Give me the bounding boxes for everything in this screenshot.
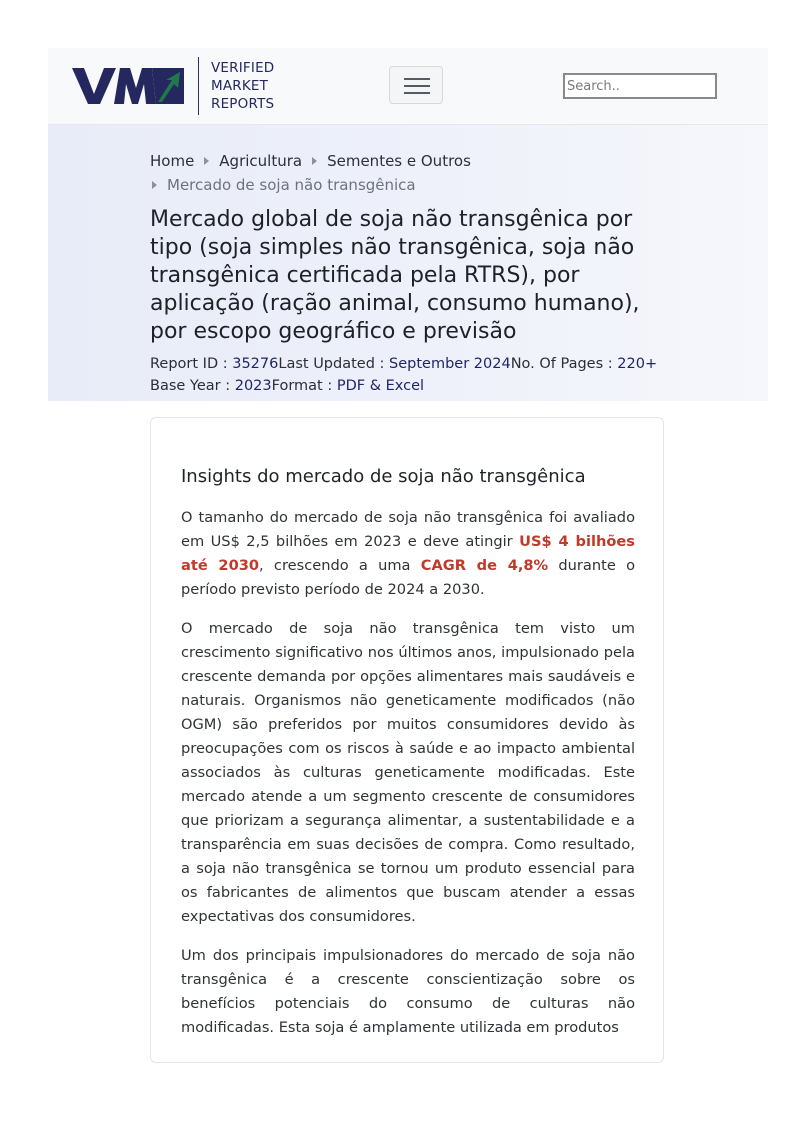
breadcrumb-separator-icon [152, 181, 157, 189]
breadcrumb-separator-icon [204, 157, 209, 165]
breadcrumb-separator-icon [312, 157, 317, 165]
format-label: Format : [271, 378, 337, 394]
vmr-logo-icon [72, 66, 184, 106]
format-value: PDF & Excel [336, 378, 425, 394]
cagr-highlight: CAGR de 4,8% [420, 557, 549, 574]
market-size-highlight: US$ 4 bilhões até 2030 [181, 533, 635, 574]
p1-text-a: O tamanho do mercado de soja não transgênica foi avaliado em US$ 2,5 bilhões em 2023 e deve atingir [181, 509, 635, 550]
brand-line-2: MARKET [211, 78, 269, 94]
brand-line-1: VERIFIED [211, 60, 275, 76]
base-year-value: 2023 [234, 378, 272, 394]
page-title: Mercado global de soja não transgênica por tipo (soja simples não transgênica, soja não transgênica certificada pela RTRS), por aplicação (ração animal, consumo humano), por escopo geográfico e previsão [150, 207, 640, 344]
menu-toggle-button[interactable] [389, 66, 443, 104]
report-id-label: Report ID : [150, 356, 233, 372]
pages-label: No. Of Pages : [510, 356, 618, 372]
last-updated-value: September 2024 [389, 356, 511, 372]
pages-value: 220+ [617, 356, 658, 372]
insights-paragraph-1 [181, 506, 635, 602]
insights-paragraph-3: Um dos principais impulsionadores do mercado de soja não transgênica é a crescente conscientização sobre os benefícios potenciais do consumo de culturas não modificadas. Esta soja é amplamente utilizada em produtos [181, 947, 635, 1036]
report-id-value: 35276 [232, 356, 279, 372]
logo-divider [198, 57, 199, 115]
brand-logo[interactable] [72, 56, 274, 116]
last-updated-label: Last Updated : [278, 356, 390, 372]
base-year-label: Base Year : [150, 378, 235, 394]
search-input[interactable] [563, 73, 717, 99]
menu-bar [404, 85, 430, 87]
brand-wordmark [211, 59, 274, 113]
menu-bar [404, 92, 430, 94]
brand-line-3: REPORTS [211, 96, 275, 112]
breadcrumb-sementes[interactable]: Sementes e Outros [327, 152, 471, 170]
insights-paragraph-2: O mercado de soja não transgênica tem visto um crescimento significativo nos últimos anos, impulsionado pela crescente demanda por opções alimentares mais saudáveis e naturais. Organismos não geneticamente modificados (não OGM) são preferidos por muitos consumidores devido às preocupações com os riscos à saúde e ao impacto ambiental associados às culturas geneticamente modificadas. Este mercado atende a um segmento crescente de consumidores que priorizam a segurança alimentar, a sustentabilidade e a transparência em suas decisões de compra. Como resultado, a soja não transgênica se tornou um produto essencial para os fabricantes de alimentos que buscam atender a essas expectativas dos consumidores. [181, 620, 635, 925]
menu-bar [404, 78, 430, 80]
breadcrumb-agricultura[interactable]: Agricultura [219, 152, 303, 170]
breadcrumb-current: Mercado de soja não transgênica [167, 176, 416, 194]
report-hero [48, 125, 768, 401]
site-header [48, 48, 768, 125]
report-meta [150, 353, 670, 397]
breadcrumb [150, 149, 670, 197]
insights-heading: Insights do mercado de soja não transgênica [181, 466, 586, 487]
insights-card [150, 417, 664, 1063]
breadcrumb-home[interactable]: Home [150, 152, 195, 170]
p1-text-b: , crescendo a uma [259, 557, 421, 574]
insights-body [181, 506, 635, 1055]
p1-text-c: durante o período previsto período de 2024 a 2030. [181, 557, 635, 598]
